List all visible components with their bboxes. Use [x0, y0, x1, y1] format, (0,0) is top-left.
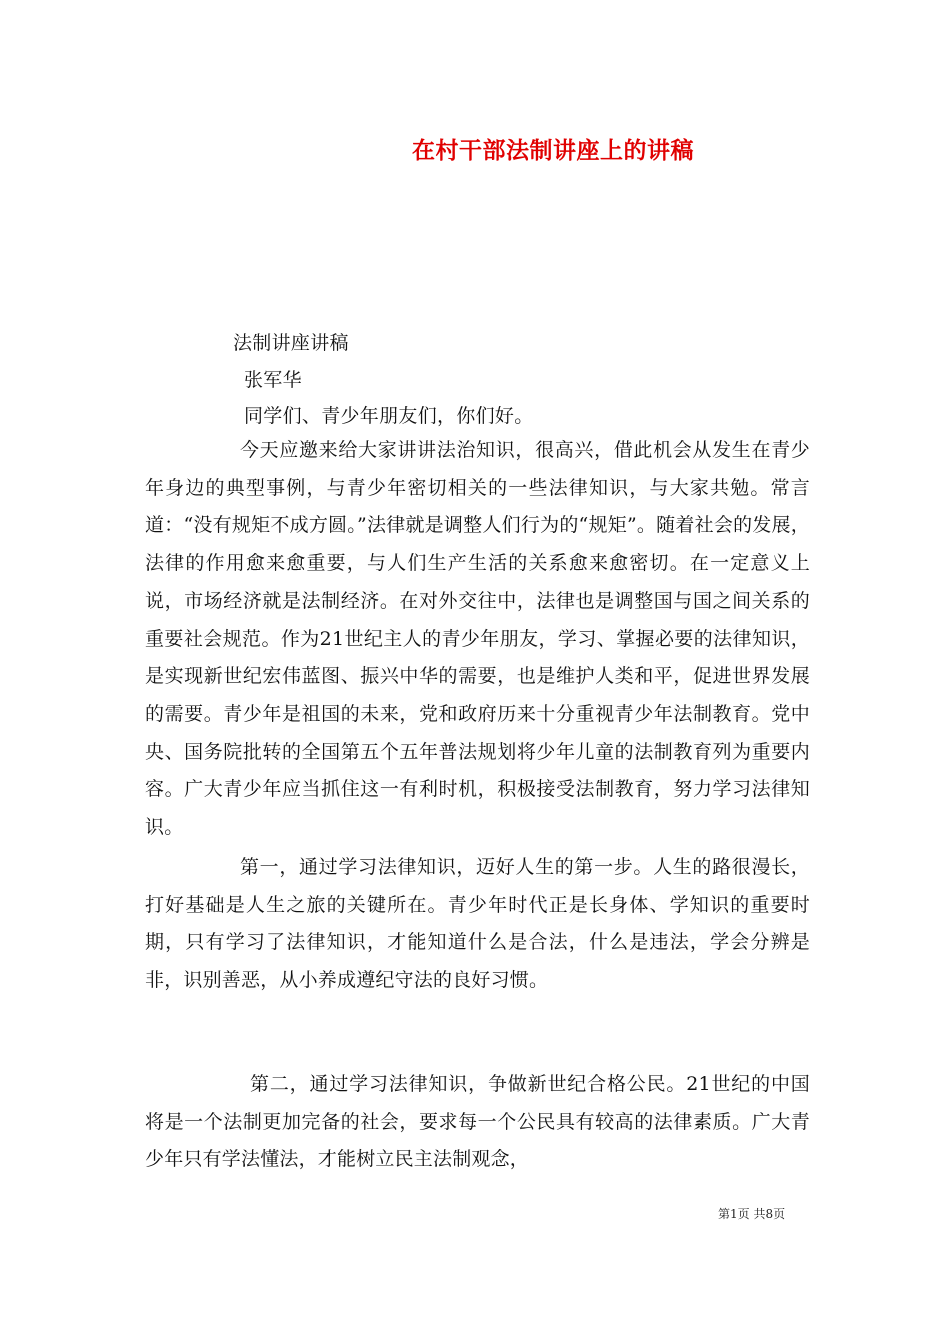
paragraph-first-point: 第一，通过学习法律知识，迈好人生的第一步。人生的路很漫长，打好基础是人生之旅的关键所在。青少年时代正是长身体、学知识的重要时期，只有学习了法律知识，才能知道什么是合法，什么是违法，学会分辨是非，识别善恶，从小养成遵纪守法的良好习惯。 — [145, 856, 810, 992]
document-title: 在村干部法制讲座上的讲稿 — [412, 137, 694, 164]
document-subtitle: 法制讲座讲稿 — [233, 332, 349, 354]
paragraph-second-point: 第二，通过学习法律知识，争做新世纪合格公民。21世纪的中国将是一个法制更加完备的社会，要求每一个公民具有较高的法律素质。广大青少年只有学法懂法，才能树立民主法制观念， — [145, 1073, 810, 1171]
paragraph-intro: 今天应邀来给大家讲讲法治知识，很高兴，借此机会从发生在青少年身边的典型事例，与青少年密切相关的一些法律知识，与大家共勉。常言道：“没有规矩不成方圆。”法律就是调整人们行为的“规矩”。随着社会的发展，法律的作用愈来愈重要，与人们生产生活的关系愈来愈密切。在一定意义上说，市场经济就是法制经济。在对外交往中，法律也是调整国与国之间关系的重要社会规范。作为21世纪主人的青少年朋友，学习、掌握必要的法律知识，是实现新世纪宏伟蓝图、振兴中华的需要，也是维护人类和平，促进世界发展的需要。青少年是祖国的未来，党和政府历来十分重视青少年法制教育。党中央、国务院批转的全国第五个五年普法规划将少年儿童的法制教育列为重要内容。广大青少年应当抓住这一有利时机，积极接受法制教育，努力学习法律知识。 — [145, 439, 810, 839]
page-indicator: 第1页 共8页 — [718, 1207, 786, 1221]
document-greeting: 同学们、青少年朋友们，你们好。 — [244, 405, 534, 427]
document-author: 张军华 — [244, 369, 302, 391]
